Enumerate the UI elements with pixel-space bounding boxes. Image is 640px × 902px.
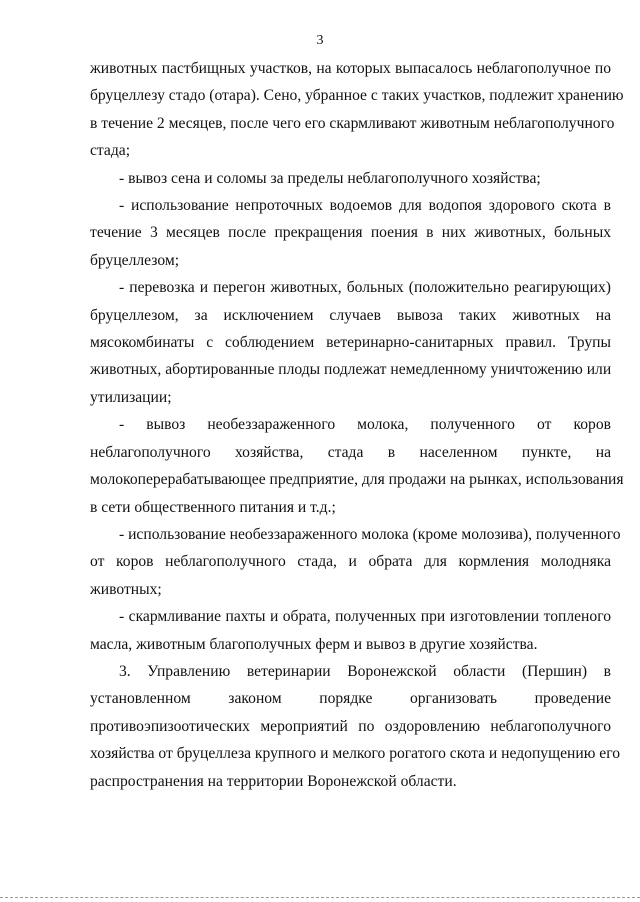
text-line: - перевозка и перегон животных, больных (положительно реагирующих) bbox=[119, 279, 611, 297]
text-line: противоэпизоотических мероприятий по оздоровлению неблагополучного bbox=[90, 717, 611, 735]
text-line: животных пастбищных участков, на которых выпасалось неблагополучное по bbox=[90, 60, 611, 77]
document-body bbox=[90, 55, 624, 795]
text-line: 3. Управлению ветеринарии Воронежской области (Першин) в bbox=[119, 662, 611, 680]
page-number: 3 bbox=[316, 33, 324, 48]
text-line: бруцеллезу стадо (отара). Сено, убранное с таких участков, подлежит хранению bbox=[90, 87, 624, 105]
text-line: - скармливание пахты и обрата, полученных при изготовлении топленого bbox=[119, 608, 611, 626]
text-line: утилизации; bbox=[90, 388, 172, 406]
text-line: хозяйства от бруцеллеза крупного и мелкого рогатого скота и недопущению его bbox=[90, 745, 620, 763]
paragraph-buttermilk bbox=[90, 603, 611, 658]
text-line: от коров неблагополучного стада, и обрата для кормления молодняка bbox=[90, 553, 611, 571]
text-line: - вывоз сена и соломы за пределы неблагополучного хозяйства; bbox=[119, 169, 541, 187]
text-line: животных, абортированные плоды подлежат немедленному уничтожению или bbox=[90, 361, 612, 379]
text-line: течение 3 месяцев после прекращения поения в них животных, больных bbox=[90, 224, 611, 242]
paragraph-item-3 bbox=[90, 658, 620, 795]
paragraph-hay-removal bbox=[90, 165, 611, 192]
paragraph-transport bbox=[90, 274, 611, 411]
text-line: распространения на территории Воронежской области. bbox=[90, 772, 457, 790]
text-line: масла, животным благополучных ферм и вывоз в другие хозяйства. bbox=[90, 635, 538, 653]
text-line: установленном законом порядке организовать проведение bbox=[90, 690, 611, 708]
text-line: бруцеллезом, за исключением случаев вывоза таких животных на bbox=[90, 306, 611, 324]
text-line: стада; bbox=[90, 142, 131, 160]
text-line: молокоперерабатывающее предприятие, для продажи на рынках, использования bbox=[90, 471, 624, 489]
text-line: в течение 2 месяцев, после чего его скармливают животным неблагополучного bbox=[90, 114, 615, 132]
text-line: в сети общественного питания и т.д.; bbox=[90, 498, 336, 516]
text-line: бруцеллезом; bbox=[90, 251, 180, 269]
text-line: - использование необеззараженного молока (кроме молозива), полученного bbox=[119, 525, 621, 543]
text-line: неблагополучного хозяйства, стада в населенном пункте, на bbox=[90, 443, 611, 461]
page-bottom-edge bbox=[0, 897, 640, 898]
paragraph-milk-removal bbox=[90, 411, 624, 521]
text-line: - использование непроточных водоемов для водопоя здорового скота в bbox=[119, 197, 611, 215]
paragraph-milk-use bbox=[90, 521, 621, 603]
text-line: мясокомбинаты с соблюдением ветеринарно-санитарных правил. Трупы bbox=[90, 334, 611, 352]
paragraph-continuation bbox=[90, 55, 624, 165]
paragraph-water-bodies bbox=[90, 192, 611, 274]
text-line: животных; bbox=[90, 580, 162, 598]
text-line: - вывоз необеззараженного молока, полученного от коров bbox=[119, 416, 611, 434]
